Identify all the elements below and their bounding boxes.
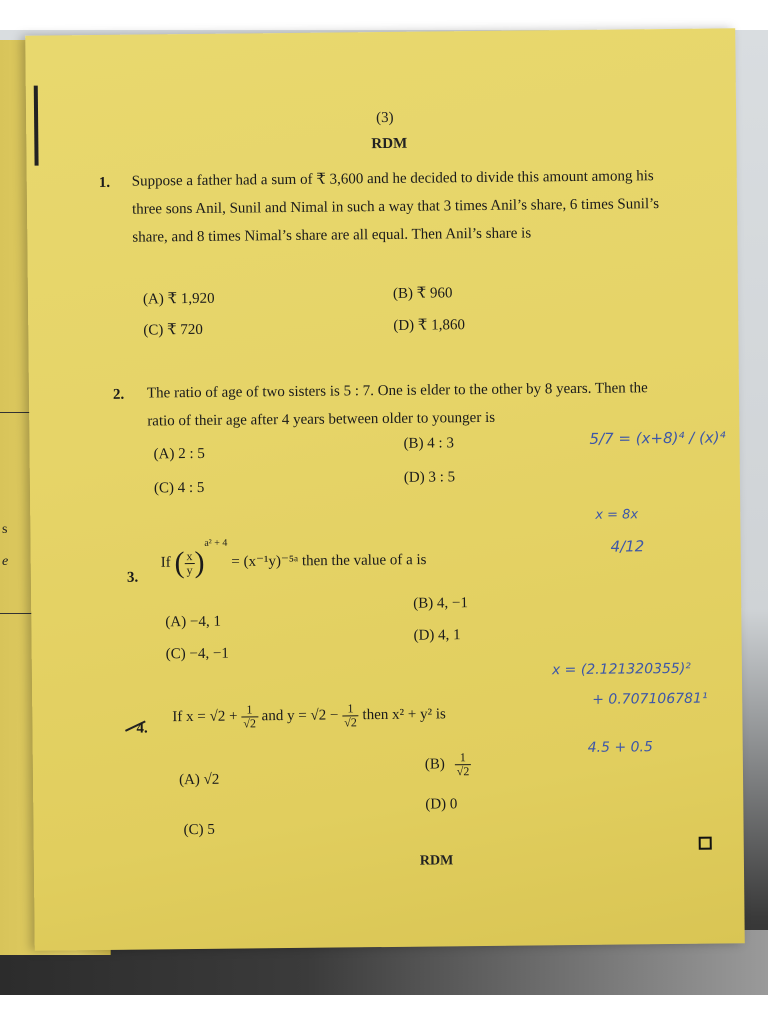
handwriting-q3-a: x = 8x [595,507,639,523]
question-4-middle: and y = √2 − [261,707,339,725]
question-1-number: 1. [98,174,111,191]
question-3-exponent: a² + 4 [204,538,228,550]
question-4-suffix: then x² + y² is [362,706,446,724]
question-3-prefix: If [160,554,171,571]
fraction-numerator: 1 [454,751,471,765]
handwriting-q4-c: 4.5 + 0.5 [587,739,653,756]
left-fragment: s [2,522,8,537]
question-1-text: Suppose a father had a sum of ₹ 3,600 and he decided to divide this amount among his three sons Anil, Sunil and Nimal in such a way that 3 times Anil’s share, 6 times Sunil’s share, and 8 times Nimal’s share are all equal. Then Anil’s share is [131,168,660,246]
left-page-box [0,412,33,614]
question-2-text: The ratio of age of two sisters is 5 : 7. One is elder to the other by 8 years. Then the ratio of their age after 4 years between older to younger is [146,380,648,430]
question-3-option-b[interactable]: (B) 4, −1 [413,595,468,612]
handwriting-q4-a: x = (2.121320355)² [551,660,691,679]
fraction-numerator: x [184,549,194,563]
question-3-expression [160,538,427,581]
question-4-prefix: If x = √2 + [172,708,238,726]
fraction-denominator: √2 [456,764,470,779]
question-2-option-c[interactable]: (C) 4 : 5 [153,479,205,497]
question-4-fraction-1 [241,703,258,730]
question-3-option-a[interactable]: (A) −4, 1 [165,613,222,631]
question-3-fraction [184,549,194,576]
fraction-denominator: √2 [344,715,357,730]
question-1-option-a[interactable]: (A) ₹ 1,920 [142,290,215,308]
question-page [25,28,745,950]
page-number: (3) [376,109,394,127]
right-paren: ) [194,545,205,579]
handwriting-q4-b: + 0.707106781¹ [592,690,708,708]
square-mark [699,837,712,850]
question-4-option-d[interactable]: (D) 0 [425,796,458,813]
fraction-numerator: 1 [342,702,359,716]
question-4-option-c[interactable]: (C) 5 [183,821,215,839]
left-paren: ( [174,546,185,580]
option-b-label: (B) [424,756,445,773]
booklet-code: RDM [371,135,408,153]
fraction-denominator: √2 [243,716,257,731]
question-3-option-c[interactable]: (C) −4, −1 [165,645,229,663]
fraction-numerator: 1 [241,703,258,717]
question-4-option-a[interactable]: (A) √2 [178,771,220,789]
question-4-expression [172,701,446,731]
fraction-denominator: y [186,562,193,577]
handwriting-q2: 5/7 = (x+8)⁴ / (x)⁴ [589,428,726,448]
question-3-rhs: = (x⁻¹y)⁻⁵ᵃ then the value of a is [231,552,427,571]
binding-mark [34,86,39,166]
question-2-number: 2. [112,386,125,403]
question-2-option-a[interactable]: (A) 2 : 5 [153,445,205,463]
question-4-fraction-2 [342,702,359,729]
question-1-option-d[interactable]: (D) ₹ 1,860 [393,317,465,334]
question-2-option-b[interactable]: (B) 4 : 3 [403,435,455,452]
question-3-option-d[interactable]: (D) 4, 1 [413,627,461,644]
handwriting-q3-b: 4/12 [610,537,645,556]
question-4-option-b[interactable] [425,751,472,778]
footer-code: RDM [419,853,454,869]
option-b-fraction [454,751,471,778]
question-1-option-c[interactable]: (C) ₹ 720 [143,321,203,339]
question-4-number: 4. [136,720,148,737]
question-3-number: 3. [126,569,139,586]
question-2-option-d[interactable]: (D) 3 : 5 [403,469,456,486]
left-fragment: e [2,554,9,569]
question-1-option-b[interactable]: (B) ₹ 960 [392,285,453,302]
